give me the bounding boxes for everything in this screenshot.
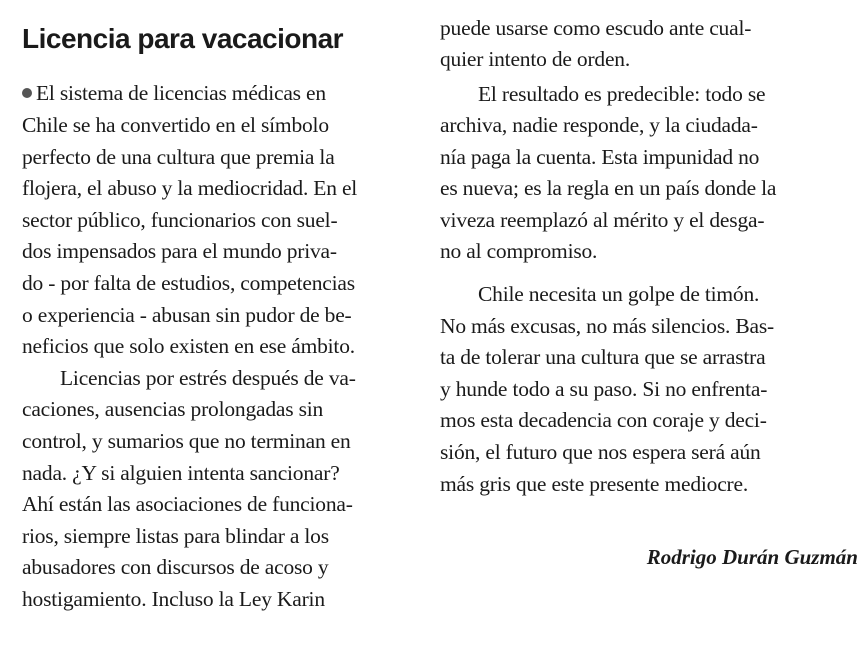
text-line: sector público, funcionarios con suel- [22,208,338,232]
text-line: caciones, ausencias prolongadas sin [22,397,324,421]
text-line: do - por falta de estudios, competencias [22,271,355,295]
text-line: abusadores con discursos de acoso y [22,555,329,579]
text-line: hostigamiento. Incluso la Ley Karin [22,587,325,611]
text-line: flojera, el abuso y la mediocridad. En el [22,176,358,200]
text-line: El resultado es predecible: todo se [478,82,766,106]
text-line: Ahí están las asociaciones de funciona- [22,492,353,516]
text-line: nía paga la cuenta. Esta impunidad no [440,145,760,169]
text-line: ta de tolerar una cultura que se arrastra [440,345,766,369]
text-line: viveza reemplazó al mérito y el desga- [440,208,765,232]
text-line: Chile necesita un golpe de timón. [478,282,760,306]
text-line: Chile se ha convertido en el símbolo [22,113,329,137]
text-line: neficios que solo existen en ese ámbito. [22,334,355,358]
text-line: control, y sumarios que no terminan en [22,429,351,453]
text-line: archiva, nadie responde, y la ciudada- [440,113,758,137]
text-line: dos impensados para el mundo priva- [22,239,337,263]
bullet-icon [22,88,32,98]
text-line: más gris que este presente mediocre. [440,472,749,496]
text-line: no al compromiso. [440,239,598,263]
headline: Licencia para vacacionar [22,23,344,54]
text-line: perfecto de una cultura que premia la [22,145,335,169]
text-line: es nueva; es la regla en un país donde la [440,176,777,200]
text-line: Licencias por estrés después de va- [60,366,356,390]
author-signature: Rodrigo Durán Guzmán [646,545,858,569]
text-line: puede usarse como escudo ante cual- [440,16,752,40]
text-line: sión, el futuro que nos espera será aún [440,440,761,464]
text-line: El sistema de licencias médicas en [22,79,326,107]
text-line: y hunde todo a su paso. Si no enfrenta- [440,377,768,401]
text-line: rios, siempre listas para blindar a los [22,524,329,548]
text-line: nada. ¿Y si alguien intenta sancionar? [22,461,340,485]
text-line: No más excusas, no más silencios. Bas- [440,314,774,338]
text-line: o experiencia - abusan sin pudor de be- [22,303,352,327]
text-line: mos esta decadencia con coraje y deci- [440,408,767,432]
text-line: quier intento de orden. [440,47,631,71]
